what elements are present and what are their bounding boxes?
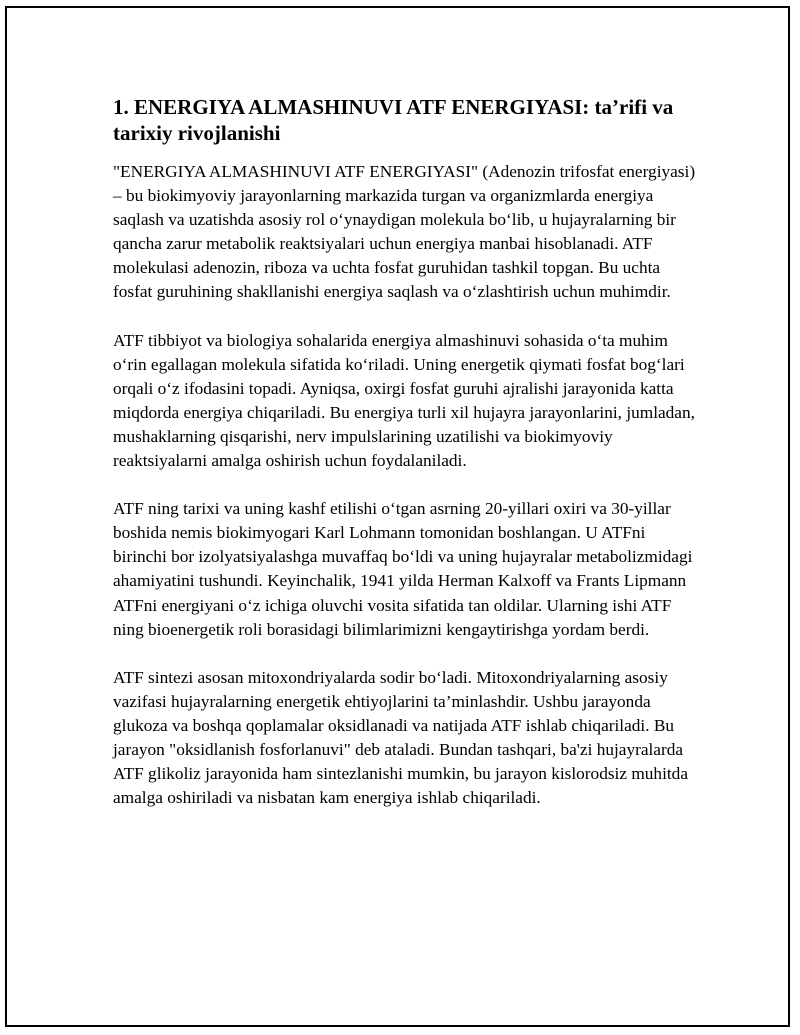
paragraph-synthesis: ATF sintezi asosan mitoxondriyalarda sodir boʻladi. Mitoxondriyalarning asosiy vazifasi hujayralarning energetik ehtiyojlarini ta’minlashdir. Ushbu jarayonda glukoza va boshqa qoplamalar oksidlanadi va natijada ATF ishlab chiqariladi. Bu jarayon "oksidlanish fosforlanuvi" deb ataladi. Bundan tashqari, ba'zi hujayralarda ATF glikoliz jarayonida ham sintezlanishi mumkin, bu jarayon kislorodsiz muhitda amalga oshiriladi va nisbatan kam energiya ishlab chiqariladi. [113,667,688,808]
paragraph-medical-role: ATF tibbiyot va biologiya sohalarida energiya almashinuvi sohasida oʻta muhim oʻrin egallagan molekula sifatida koʻriladi. Uning energetik qiymati fosfat bogʻlari orqali oʻz ifodasini topadi. Ayniqsa, oxirgi fosfat guruhi ajralishi jarayonida katta miqdorda energiya chiqariladi. Bu energiya turli xil hujayra jarayonlarini, jumladan, mushaklarning qisqarishi, nerv impulslarining uzatilishi va biokimyoviy reaktsiyalarni amalga oshirish uchun foydalaniladi. [113,330,695,471]
document-body [113,94,698,834]
paragraph-definition: "ENERGIYA ALMASHINUVI ATF ENERGIYASI" (Adenozin trifosfat energiyasi) – bu biokimyoviy jarayonlarning markazida turgan va organizmlarda energiya saqlash va uzatishda asosiy rol oʻynaydigan molekula boʻlib, u hujayralarning bir qancha zarur metabolik reaktsiyalari uchun energiya manbai hisoblanadi. ATF molekulasi adenozin, riboza va uchta fosfat guruhidan tashkil topgan. Bu uchta fosfat guruhining shakllanishi energiya saqlash va oʻzlashtirish uchun muhimdir. [113,162,696,302]
section-heading: 1. ENERGIYA ALMASHINUVI ATF ENERGIYASI: ta’rifi va tarixiy rivojlanishi [113,95,674,145]
paragraph-history: ATF ning tarixi va uning kashf etilishi oʻtgan asrning 20-yillari oxiri va 30-yillar boshida nemis biokimyogari Karl Lohmann tomonidan boshlangan. U ATFni birinchi bor izolyatsiyalashga muvaffaq boʻldi va uning hujayralar metabolizmidagi ahamiyatini tushundi. Keyinchalik, 1941 yilda Herman Kalxoff va Frants Lipmann ATFni energiyani oʻz ichiga oluvchi vosita sifatida tan oldilar. Ularning ishi ATF ning bioenergetik roli borasidagi bilimlarimizni kengaytirishga yordam berdi. [113,499,693,639]
